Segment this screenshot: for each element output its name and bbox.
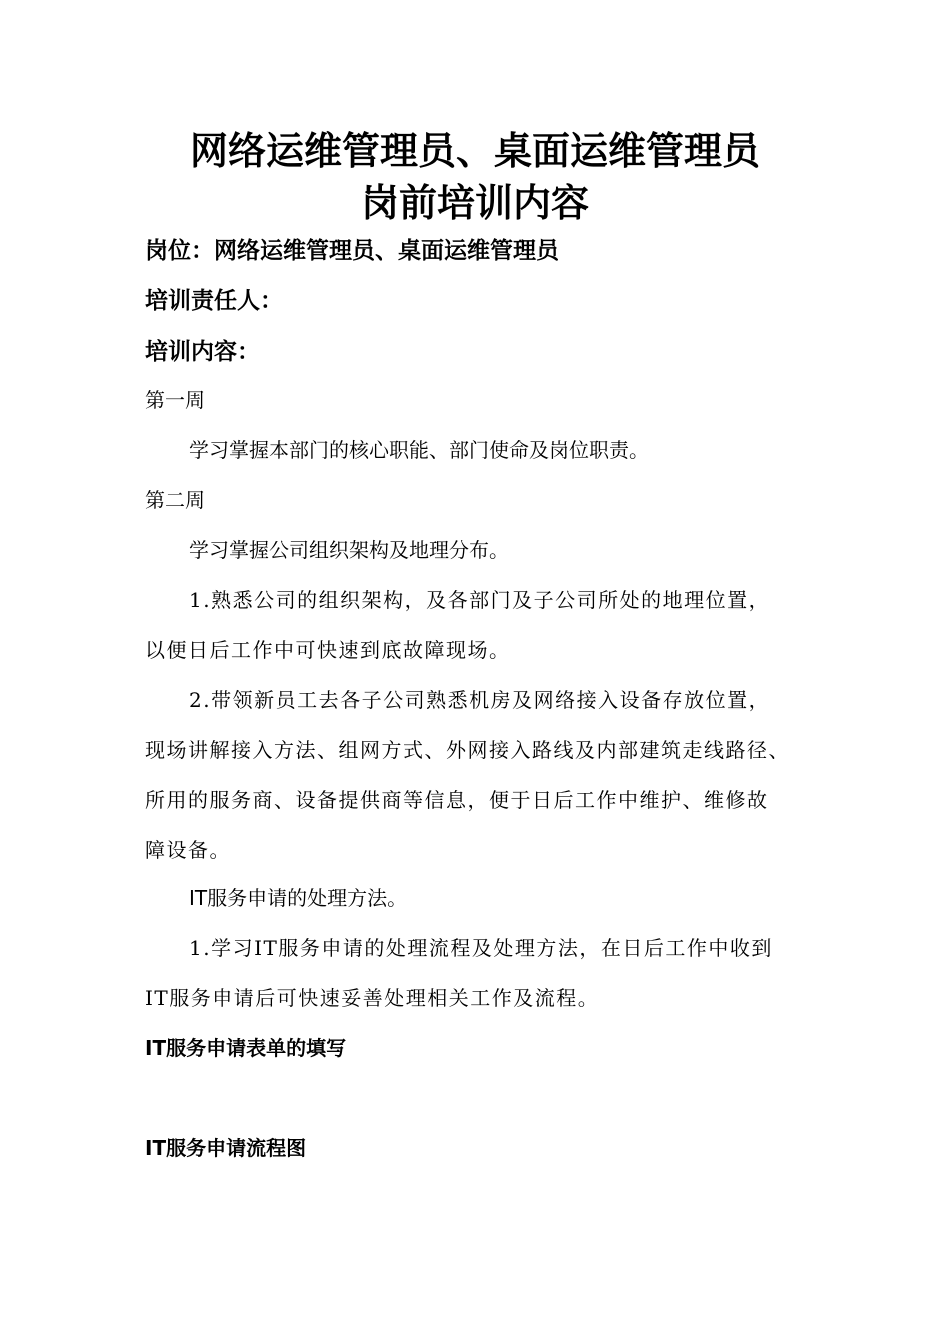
training-content-heading: 培训内容： bbox=[145, 339, 260, 365]
document-title-line-1: 网络运维管理员、桌面运维管理员 bbox=[189, 129, 760, 173]
week1-text: 学习掌握本部门的核心职能、部门使命及岗位职责。 bbox=[189, 438, 649, 462]
it-service-form-heading: IT服务申请表单的填写 bbox=[145, 1036, 347, 1060]
week1-heading: 第一周 bbox=[145, 388, 205, 412]
week2-intro: 学习掌握公司组织架构及地理分布。 bbox=[189, 538, 509, 562]
it-service-flow-heading: IT服务申请流程图 bbox=[145, 1136, 307, 1160]
week2-item2-line3: 所用的服务商、设备提供商等信息，便于日后工作中维护、维修故 bbox=[145, 788, 769, 812]
week2-item2-line2: 现场讲解接入方法、组网方式、外网接入路线及内部建筑走线路径、 bbox=[145, 738, 790, 762]
week2-item2-line4: 障设备。 bbox=[145, 838, 231, 862]
document-title-line-2: 岗前培训内容 bbox=[360, 181, 589, 225]
position-line: 岗位：网络运维管理员、桌面运维管理员 bbox=[145, 238, 559, 264]
it-service-intro: IT服务申请的处理方法。 bbox=[189, 886, 408, 910]
week2-item1-line1: 1.熟悉公司的组织架构，及各部门及子公司所处的地理位置， bbox=[189, 588, 771, 612]
it-service-item1-line2: IT服务申请后可快速妥善处理相关工作及流程。 bbox=[145, 986, 600, 1010]
it-service-item1-line1: 1.学习IT服务申请的处理流程及处理方法，在日后工作中收到 bbox=[189, 936, 773, 960]
week2-item1-line2: 以便日后工作中可快速到底故障现场。 bbox=[145, 638, 511, 662]
week2-item2-line1: 2.带领新员工去各子公司熟悉机房及网络接入设备存放位置， bbox=[189, 688, 771, 712]
responsible-person-line: 培训责任人： bbox=[145, 288, 283, 314]
week2-heading: 第二周 bbox=[145, 488, 205, 512]
